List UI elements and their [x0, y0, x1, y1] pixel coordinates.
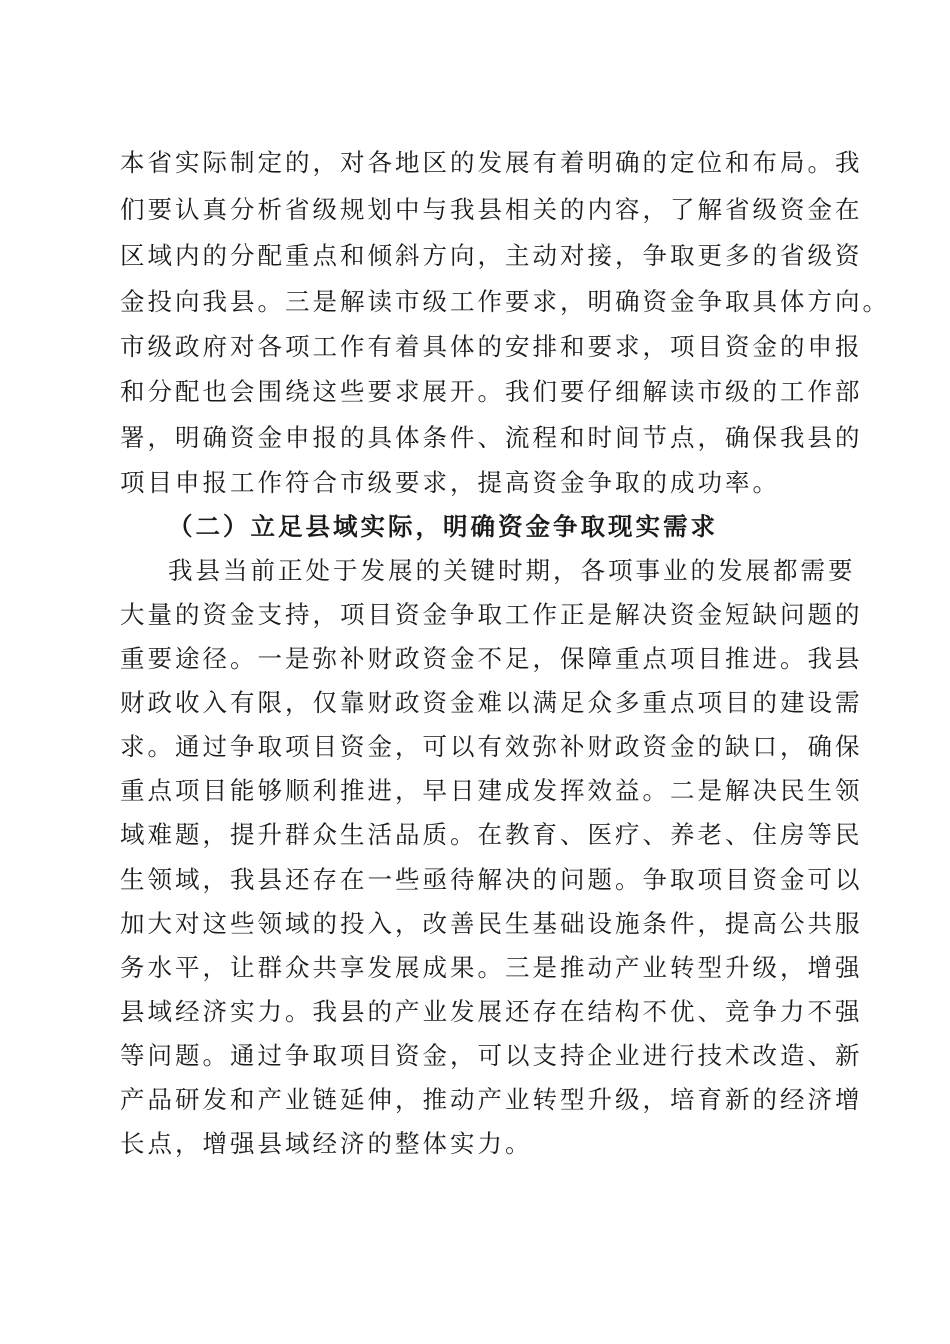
paragraph-line: 县域经济实力。我县的产业发展还存在结构不优、竞争力不强 [120, 997, 863, 1026]
paragraph-line: 我县当前正处于发展的关键时期，各项事业的发展都需要 [168, 556, 856, 585]
paragraph-line: 和分配也会围绕这些要求展开。我们要仔细解读市级的工作部 [120, 377, 863, 406]
section-heading: （二）立足县域实际，明确资金争取现实需求 [168, 512, 718, 541]
paragraph-line: 求。通过争取项目资金，可以有效弥补财政资金的缺口，确保 [120, 732, 863, 761]
paragraph-line: 金投向我县。三是解读市级工作要求，明确资金争取具体方向。 [120, 287, 890, 316]
paragraph-line: 区域内的分配重点和倾斜方向，主动对接，争取更多的省级资 [120, 241, 863, 270]
paragraph-line: 署，明确资金申报的具体条件、流程和时间节点，确保我县的 [120, 423, 863, 452]
paragraph-line: 等问题。通过争取项目资金，可以支持企业进行技术改造、新 [120, 1041, 863, 1070]
paragraph-line: 加大对这些领域的投入，改善民生基础设施条件，提高公共服 [120, 909, 863, 938]
paragraph-line: 务水平，让群众共享发展成果。三是推动产业转型升级，增强 [120, 953, 863, 982]
paragraph-line: 重要途径。一是弥补财政资金不足，保障重点项目推进。我县 [120, 644, 863, 673]
paragraph-line: 重点项目能够顺利推进，早日建成发挥效益。二是解决民生领 [120, 776, 863, 805]
paragraph-line: 生领域，我县还存在一些亟待解决的问题。争取项目资金可以 [120, 865, 863, 894]
paragraph-line: 项目申报工作符合市级要求，提高资金争取的成功率。 [120, 468, 780, 497]
paragraph-line: 们要认真分析省级规划中与我县相关的内容，了解省级资金在 [120, 195, 863, 224]
paragraph-line: 本省实际制定的，对各地区的发展有着明确的定位和布局。我 [120, 148, 863, 177]
paragraph-line: 财政收入有限，仅靠财政资金难以满足众多重点项目的建设需 [120, 688, 863, 717]
paragraph-line: 大量的资金支持，项目资金争取工作正是解决资金短缺问题的 [120, 600, 863, 629]
paragraph-line: 市级政府对各项工作有着具体的安排和要求，项目资金的申报 [120, 332, 863, 361]
paragraph-line: 域难题，提升群众生活品质。在教育、医疗、养老、住房等民 [120, 820, 863, 849]
paragraph-line: 长点，增强县域经济的整体实力。 [120, 1129, 533, 1158]
paragraph-line: 产品研发和产业链延伸，推动产业转型升级，培育新的经济增 [120, 1085, 863, 1114]
